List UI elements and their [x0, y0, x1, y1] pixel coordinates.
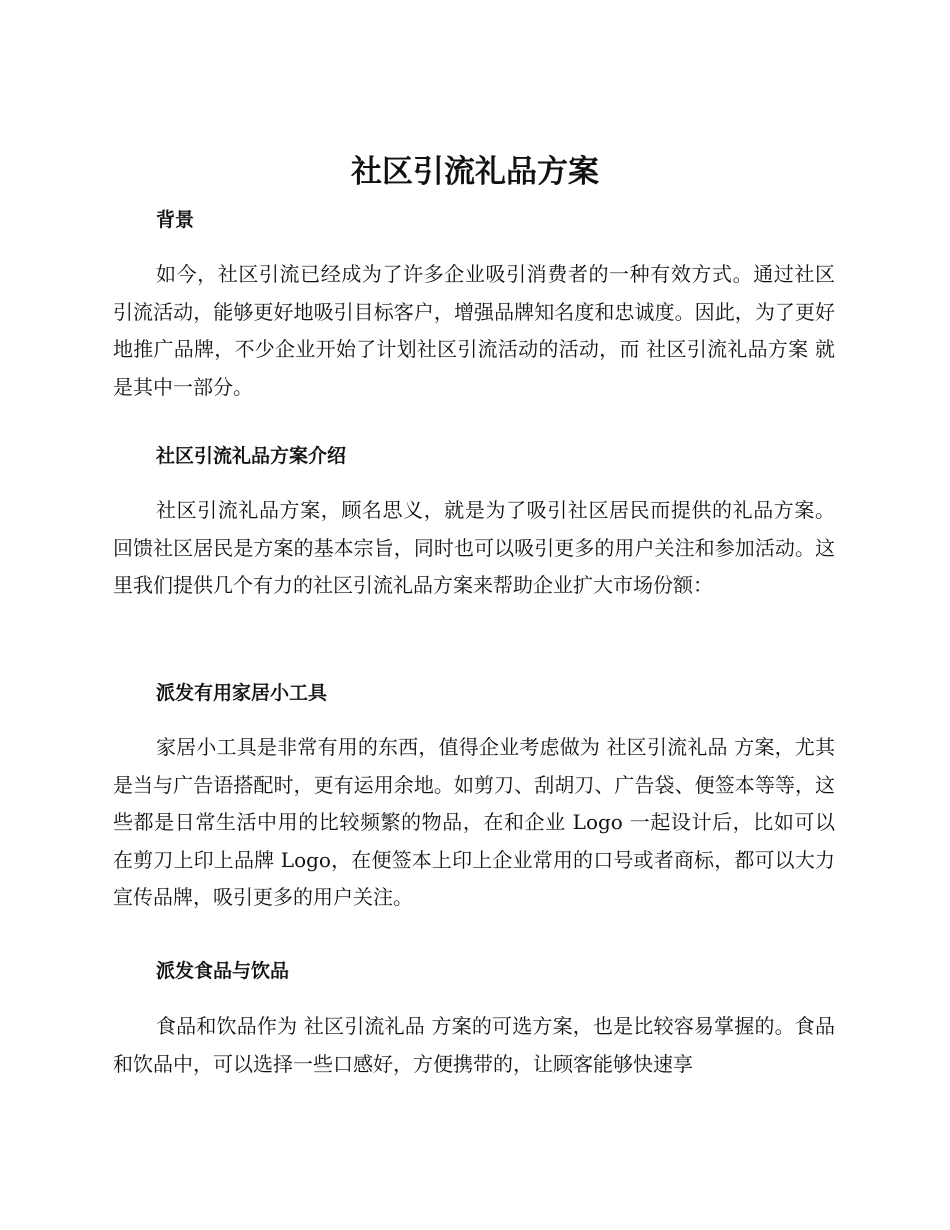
document-title: 社区引流礼品方案: [351, 154, 599, 190]
section-heading-background: 背景: [156, 209, 195, 231]
section-paragraph-background: 如今，社区引流已经成为了许多企业吸引消费者的一种有效方式。通过社区引流活动，能够更好地吸引目标客户，增强品牌知名度和忠诚度。因此，为了更好地推广品牌，不少企业开始了计划社区引流活动的活动，而 社区引流礼品方案 就是其中一部分。: [113, 262, 835, 399]
section-paragraph-introduction: 社区引流礼品方案，顾名思义，就是为了吸引社区居民而提供的礼品方案。回馈社区居民是方案的基本宗旨，同时也可以吸引更多的用户关注和参加活动。这里我们提供几个有力的社区引流礼品方案来帮助企业扩大市场份额：: [113, 498, 835, 597]
section-paragraph-home-tools: 家居小工具是非常有用的东西，值得企业考虑做为 社区引流礼品 方案，尤其是当与广告语搭配时，更有运用余地。如剪刀、刮胡刀、广告袋、便签本等等，这些都是日常生活中用的比较频繁的物品，在和企业 Logo 一起设计后，比如可以在剪刀上印上品牌 Logo，在便签本上印上企业常用的口号或者商标，都可以大力宣传品牌，吸引更多的用户关注。: [113, 735, 835, 909]
section-heading-introduction: 社区引流礼品方案介绍: [156, 445, 347, 467]
section-paragraph-food-drinks: 食品和饮品作为 社区引流礼品 方案的可选方案，也是比较容易掌握的。食品和饮品中，可以选择一些口感好，方便携带的，让顾客能够快速享: [113, 1014, 835, 1076]
section-heading-home-tools: 派发有用家居小工具: [156, 682, 328, 704]
section-heading-food-drinks: 派发食品与饮品: [156, 960, 290, 982]
